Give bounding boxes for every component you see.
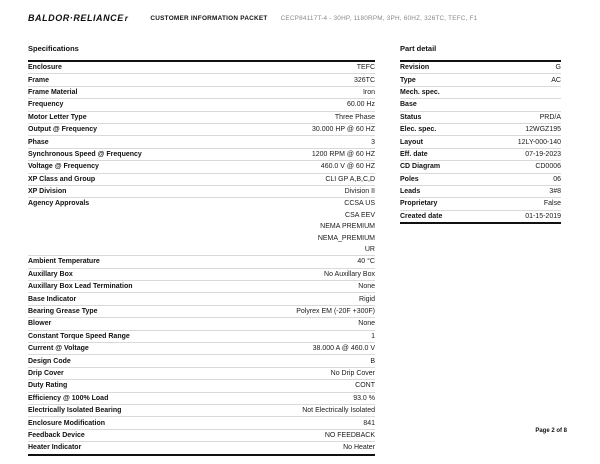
- row-label: Electrically Isolated Bearing: [28, 407, 122, 415]
- table-row: [400, 123, 561, 135]
- row-value: 07-19-2023: [525, 150, 561, 158]
- table-row: [400, 98, 561, 110]
- row-value: 3#8: [549, 188, 561, 196]
- table-row: [28, 86, 375, 98]
- specifications-heading: Specifications: [28, 44, 79, 53]
- row-label: Enclosure Modification: [28, 419, 106, 427]
- row-label: Base Indicator: [28, 295, 77, 303]
- row-value: 1200 RPM @ 60 HZ: [311, 150, 375, 158]
- table-row: [400, 62, 561, 73]
- row-label: Frame Material: [28, 88, 78, 96]
- table-row: [28, 416, 375, 428]
- table-row: [28, 330, 375, 342]
- table-row: [28, 342, 375, 354]
- table-row: [28, 135, 375, 147]
- row-label: XP Division: [28, 188, 67, 196]
- row-value: Iron: [362, 88, 375, 96]
- table-row: [28, 255, 375, 267]
- row-label: Auxillary Box: [28, 270, 73, 278]
- row-label: Revision: [400, 64, 430, 72]
- row-value: CLI GP A,B,C,D: [325, 175, 375, 183]
- table-row: [28, 73, 375, 85]
- row-value: Not Electrically Isolated: [302, 407, 375, 415]
- row-label: Auxillary Box Lead Termination: [28, 283, 133, 291]
- row-label: Enclosure: [28, 64, 62, 72]
- table-row: [28, 379, 375, 391]
- table-row: [28, 441, 375, 453]
- row-label: Blower: [28, 320, 52, 328]
- row-value: CSA EEV: [345, 211, 375, 219]
- row-value: 30.000 HP @ 60 HZ: [311, 126, 375, 134]
- table-row: [28, 292, 375, 304]
- row-value: No Heater: [343, 444, 375, 452]
- table-row: [28, 185, 375, 197]
- row-label: Efficiency @ 100% Load: [28, 394, 109, 402]
- specifications-table: [28, 60, 375, 456]
- row-value: 93.0 %: [353, 394, 375, 402]
- table-row: [28, 280, 375, 292]
- table-row: [28, 148, 375, 160]
- row-label: Agency Approvals: [28, 200, 90, 208]
- row-label: Proprietary: [400, 200, 438, 208]
- row-value: UR: [364, 246, 375, 254]
- row-label: Synchronous Speed @ Frequency: [28, 150, 142, 158]
- row-label: Poles: [400, 175, 419, 183]
- row-label: Ambient Temperature: [28, 258, 100, 266]
- row-value: 40 °C: [357, 258, 375, 266]
- specifications-section: [28, 44, 375, 456]
- table-row: [28, 367, 375, 379]
- part-detail-heading: Part detail: [400, 44, 437, 53]
- row-label: Duty Rating: [28, 382, 68, 390]
- row-label: Mech. spec.: [400, 88, 440, 96]
- table-row: [28, 305, 375, 317]
- logo-text: BALDOR·RELIANCE: [28, 13, 124, 23]
- table-row: [28, 429, 375, 441]
- document-title: CUSTOMER INFORMATION PACKET: [150, 14, 268, 22]
- table-row: [400, 148, 561, 160]
- row-value: 460.0 V @ 60 HZ: [320, 163, 375, 171]
- row-value: No Drip Cover: [330, 369, 375, 377]
- row-value: 12WGZ195: [525, 126, 561, 134]
- row-value: Rigid: [359, 295, 375, 303]
- row-value: 12LY-000-140: [517, 138, 561, 146]
- row-label: Layout: [400, 138, 423, 146]
- table-row: [28, 354, 375, 366]
- row-value: G: [555, 64, 561, 72]
- row-value: NO FEEDBACK: [324, 431, 375, 439]
- row-value: 06: [553, 175, 561, 183]
- baldor-reliance-logo: [28, 13, 128, 23]
- table-row: [400, 197, 561, 209]
- part-detail-section: [400, 44, 561, 224]
- table-row: [400, 160, 561, 172]
- row-value: 3: [371, 138, 375, 146]
- product-code: CECP84117T-4 - 30HP, 1180RPM, 3PH, 60HZ, 326TC, TEFC, F1: [280, 14, 478, 22]
- row-label: Voltage @ Frequency: [28, 163, 99, 171]
- row-label: Output @ Frequency: [28, 126, 98, 134]
- part-detail-table: [400, 60, 561, 224]
- page-footer: [535, 428, 567, 434]
- row-label: Type: [400, 76, 416, 84]
- table-row: [28, 232, 375, 243]
- logo-mark: r: [124, 14, 129, 23]
- row-value: 326TC: [353, 76, 375, 84]
- row-value: B: [370, 357, 375, 365]
- table-row: [28, 268, 375, 280]
- row-value: 1: [371, 332, 375, 340]
- table-row: [400, 73, 561, 85]
- table-row: [28, 244, 375, 255]
- table-row: [400, 111, 561, 123]
- page-header: [28, 13, 572, 23]
- table-row: [400, 135, 561, 147]
- row-value: None: [358, 283, 375, 291]
- row-value: 60.00 Hz: [346, 101, 375, 109]
- row-label: Frequency: [28, 101, 64, 109]
- row-label: Status: [400, 113, 422, 121]
- row-label: Frame: [28, 76, 50, 84]
- row-value: NEMA PREMIUM: [320, 223, 375, 231]
- row-label: Motor Letter Type: [28, 113, 87, 121]
- table-row: [28, 404, 375, 416]
- row-value: No Auxillary Box: [324, 270, 375, 278]
- row-value: PRD/A: [539, 113, 561, 121]
- table-row: [28, 98, 375, 110]
- row-value: Polyrex EM (-20F +300F): [296, 308, 375, 315]
- row-label: Created date: [400, 212, 443, 220]
- row-value: CCSA US: [344, 200, 375, 208]
- row-label: Phase: [28, 138, 49, 146]
- table-row: [28, 123, 375, 135]
- row-value: 841: [363, 419, 375, 427]
- table-row: [28, 160, 375, 172]
- row-label: Feedback Device: [28, 431, 85, 439]
- row-value: 38.000 A @ 460.0 V: [312, 345, 375, 353]
- page-number: Page 2 of 8: [535, 428, 567, 434]
- row-label: Heater Indicator: [28, 444, 82, 452]
- row-label: Base: [400, 101, 417, 109]
- row-label: Bearing Grease Type: [28, 308, 98, 315]
- row-value: CONT: [355, 382, 375, 390]
- row-value: False: [543, 200, 561, 208]
- row-label: XP Class and Group: [28, 175, 96, 183]
- row-value: 01-15-2019: [525, 212, 561, 220]
- row-label: Elec. spec.: [400, 126, 437, 134]
- row-value: TEFC: [356, 64, 375, 72]
- row-label: Current @ Voltage: [28, 345, 89, 353]
- row-label: Design Code: [28, 357, 71, 365]
- table-row: [28, 221, 375, 232]
- table-row: [28, 173, 375, 185]
- row-value: AC: [551, 76, 561, 84]
- table-row: [400, 185, 561, 197]
- row-value: NEMA_PREMIUM: [317, 234, 375, 242]
- row-label: Drip Cover: [28, 369, 64, 377]
- row-label: CD Diagram: [400, 163, 441, 171]
- table-row: [400, 173, 561, 185]
- row-value: None: [358, 320, 375, 328]
- table-row: [28, 317, 375, 329]
- table-row: [28, 111, 375, 123]
- row-label: Constant Torque Speed Range: [28, 332, 130, 340]
- table-row: [400, 86, 561, 98]
- row-label: Eff. date: [400, 150, 428, 158]
- row-value: Division II: [344, 188, 375, 196]
- table-row: [28, 62, 375, 73]
- table-row: [28, 197, 375, 209]
- table-row: [28, 392, 375, 404]
- row-value: CD0006: [535, 163, 561, 171]
- row-value: Three Phase: [334, 113, 375, 121]
- table-row: [28, 210, 375, 221]
- row-label: Leads: [400, 188, 421, 196]
- table-row: [400, 210, 561, 222]
